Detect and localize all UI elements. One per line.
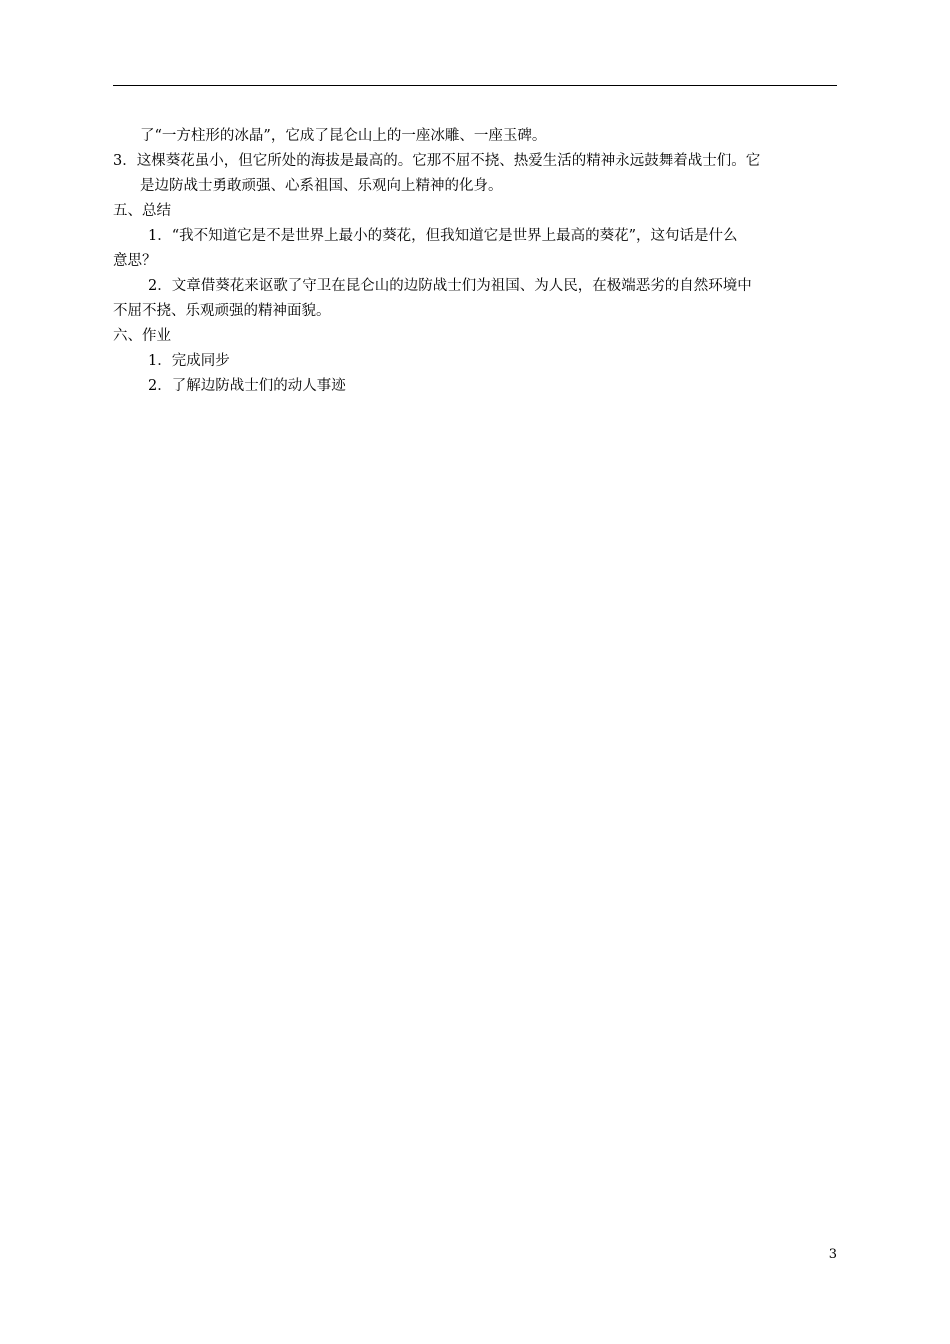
homework-item-2: 2．了解边防战士们的动人事迹 [148,378,346,394]
document-body [113,124,837,399]
homework-item-1: 1．完成同步 [148,353,230,369]
list-item-3: 3．这棵葵花虽小，但它所处的海拔是最高的。它那不屈不挠、热爱生活的精神永远鼓舞着战士们。它 [113,153,761,169]
summary-item-2: 2．文章借葵花来讴歌了守卫在昆仑山的边防战士们为祖国、为人民，在极端恶劣的自然环境中 [148,278,752,294]
summary-item-2-continuation: 不屈不挠、乐观顽强的精神面貌。 [113,303,331,319]
paragraph-line-1: 了“一方柱形的冰晶”，它成了昆仑山上的一座冰雕、一座玉碑。 [140,128,547,144]
header-rule [113,85,837,86]
summary-item-1: 1．“我不知道它是不是世界上最小的葵花，但我知道它是世界上最高的葵花”，这句话是什么 [148,228,738,244]
list-item-3-continuation: 是边防战士勇敢顽强、心系祖国、乐观向上精神的化身。 [140,178,503,194]
section-heading-homework: 六、作业 [113,328,171,344]
page-number: 3 [828,1247,837,1262]
section-heading-summary: 五、总结 [113,203,171,219]
summary-item-1-continuation: 意思？ [113,253,157,269]
